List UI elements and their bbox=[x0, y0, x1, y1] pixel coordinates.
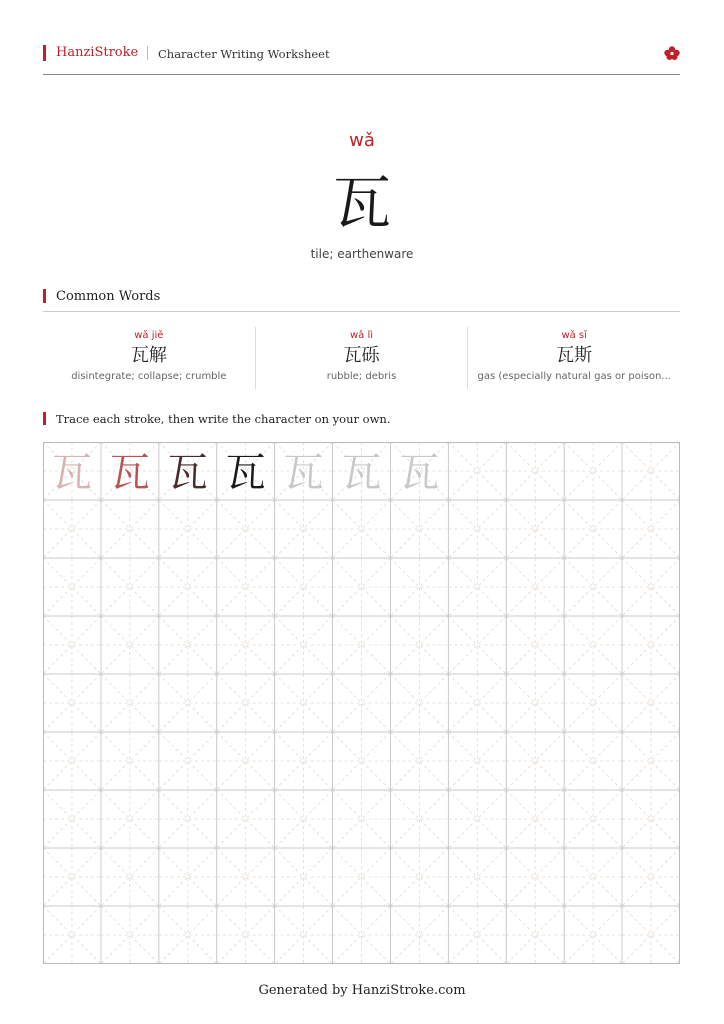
practice-cell[interactable] bbox=[43, 732, 101, 790]
practice-cell[interactable] bbox=[333, 848, 391, 906]
practice-cell[interactable] bbox=[275, 558, 333, 616]
word-meaning: rubble; debris bbox=[326, 371, 397, 382]
practice-cell[interactable] bbox=[43, 558, 101, 616]
word-meaning: gas (especially natural gas or poison... bbox=[477, 371, 671, 382]
practice-cell[interactable] bbox=[101, 674, 159, 732]
practice-cell[interactable] bbox=[564, 906, 622, 964]
practice-cell[interactable] bbox=[564, 558, 622, 616]
practice-cell[interactable] bbox=[448, 558, 506, 616]
practice-cell[interactable] bbox=[43, 616, 101, 674]
instruction-accent-bar bbox=[43, 412, 46, 425]
practice-cell[interactable] bbox=[275, 848, 333, 906]
common-words-heading bbox=[43, 288, 680, 312]
practice-cell[interactable] bbox=[275, 674, 333, 732]
practice-cell[interactable] bbox=[333, 500, 391, 558]
word-card bbox=[43, 327, 255, 389]
stroke-order-step: 瓦 bbox=[109, 450, 150, 496]
practice-cell[interactable] bbox=[506, 848, 564, 906]
practice-cell[interactable] bbox=[275, 906, 333, 964]
practice-cell[interactable] bbox=[159, 616, 217, 674]
practice-cell[interactable] bbox=[390, 790, 448, 848]
practice-cell[interactable] bbox=[101, 848, 159, 906]
practice-cell[interactable] bbox=[217, 906, 275, 964]
practice-cell[interactable] bbox=[333, 732, 391, 790]
word-card bbox=[255, 327, 468, 389]
practice-cell[interactable] bbox=[506, 732, 564, 790]
practice-cell[interactable] bbox=[390, 674, 448, 732]
word-card bbox=[467, 327, 680, 389]
trace-character: 瓦 bbox=[341, 450, 382, 496]
practice-cell[interactable] bbox=[275, 732, 333, 790]
practice-cell[interactable] bbox=[275, 500, 333, 558]
practice-cell[interactable] bbox=[506, 674, 564, 732]
practice-cell[interactable] bbox=[275, 790, 333, 848]
practice-cell[interactable] bbox=[564, 732, 622, 790]
practice-cell[interactable] bbox=[390, 848, 448, 906]
stroke-order-step: 瓦 bbox=[225, 450, 266, 496]
practice-cell[interactable] bbox=[159, 790, 217, 848]
header-separator bbox=[147, 46, 148, 60]
practice-cell[interactable] bbox=[159, 848, 217, 906]
practice-cell[interactable] bbox=[390, 558, 448, 616]
brand-name[interactable]: HanziStroke bbox=[56, 45, 139, 60]
practice-cell[interactable] bbox=[622, 732, 680, 790]
practice-cell[interactable] bbox=[622, 558, 680, 616]
practice-cell[interactable] bbox=[448, 616, 506, 674]
header-subtitle: Character Writing Worksheet bbox=[158, 47, 330, 61]
practice-cell[interactable] bbox=[101, 732, 159, 790]
practice-cell[interactable] bbox=[506, 616, 564, 674]
instruction-text: Trace each stroke, then write the character on your own. bbox=[56, 412, 391, 426]
practice-cell[interactable] bbox=[217, 732, 275, 790]
practice-cell[interactable] bbox=[448, 442, 506, 500]
word-pinyin: wǎ jiě bbox=[134, 330, 164, 341]
practice-cell[interactable] bbox=[448, 500, 506, 558]
practice-cell[interactable] bbox=[506, 500, 564, 558]
footer-credit: Generated by HanziStroke.com bbox=[258, 983, 466, 998]
practice-cell[interactable] bbox=[159, 500, 217, 558]
practice-cell[interactable] bbox=[448, 674, 506, 732]
practice-cell[interactable] bbox=[333, 558, 391, 616]
practice-cell[interactable] bbox=[101, 906, 159, 964]
character-pinyin: wǎ bbox=[349, 130, 375, 151]
practice-cell[interactable] bbox=[333, 674, 391, 732]
practice-cell[interactable] bbox=[333, 790, 391, 848]
practice-cell[interactable] bbox=[390, 500, 448, 558]
practice-cell[interactable] bbox=[43, 848, 101, 906]
character-meaning: tile; earthenware bbox=[310, 247, 414, 261]
practice-cell[interactable] bbox=[506, 790, 564, 848]
practice-cell[interactable] bbox=[43, 500, 101, 558]
practice-cell[interactable] bbox=[159, 732, 217, 790]
brand-accent-bar bbox=[43, 45, 46, 61]
practice-cell[interactable] bbox=[564, 790, 622, 848]
practice-cell[interactable] bbox=[622, 674, 680, 732]
stroke-order-step: 瓦 bbox=[167, 450, 208, 496]
practice-cell[interactable] bbox=[390, 906, 448, 964]
practice-cell[interactable] bbox=[43, 674, 101, 732]
practice-cell[interactable] bbox=[217, 558, 275, 616]
practice-grid[interactable] bbox=[43, 442, 680, 964]
stroke-order-step: 瓦 bbox=[51, 450, 92, 496]
practice-cell[interactable] bbox=[506, 442, 564, 500]
practice-cell[interactable] bbox=[506, 558, 564, 616]
practice-cell[interactable] bbox=[448, 790, 506, 848]
word-hanzi: 瓦砾 bbox=[343, 345, 380, 366]
common-words-list bbox=[43, 327, 680, 389]
practice-cell[interactable] bbox=[275, 616, 333, 674]
practice-cell[interactable] bbox=[448, 906, 506, 964]
trace-character: 瓦 bbox=[283, 450, 324, 496]
practice-cell[interactable] bbox=[101, 500, 159, 558]
plum-blossom-icon bbox=[664, 46, 680, 60]
word-pinyin: wǎ sī bbox=[561, 330, 587, 341]
practice-cell[interactable] bbox=[390, 732, 448, 790]
practice-cell[interactable] bbox=[448, 848, 506, 906]
practice-cell[interactable] bbox=[448, 732, 506, 790]
practice-cell[interactable] bbox=[159, 558, 217, 616]
practice-grid-area bbox=[43, 442, 680, 964]
practice-cell[interactable] bbox=[622, 790, 680, 848]
practice-cell[interactable] bbox=[217, 790, 275, 848]
practice-cell[interactable] bbox=[159, 674, 217, 732]
practice-cell[interactable] bbox=[333, 906, 391, 964]
practice-cell[interactable] bbox=[506, 906, 564, 964]
word-meaning: disintegrate; collapse; crumble bbox=[71, 371, 227, 382]
word-pinyin: wǎ lì bbox=[349, 330, 374, 341]
practice-cell[interactable] bbox=[217, 674, 275, 732]
practice-cell[interactable] bbox=[43, 906, 101, 964]
character-hanzi: 瓦 bbox=[332, 169, 391, 237]
practice-instruction bbox=[43, 411, 680, 427]
trace-character: 瓦 bbox=[399, 450, 440, 496]
common-words-title: Common Words bbox=[56, 289, 161, 304]
practice-cell[interactable] bbox=[217, 616, 275, 674]
word-hanzi: 瓦解 bbox=[130, 345, 167, 366]
practice-cell[interactable] bbox=[390, 616, 448, 674]
practice-cell[interactable] bbox=[101, 790, 159, 848]
practice-cell[interactable] bbox=[622, 500, 680, 558]
section-accent-bar bbox=[43, 289, 46, 303]
practice-cell[interactable] bbox=[622, 848, 680, 906]
practice-cell[interactable] bbox=[564, 674, 622, 732]
practice-cell[interactable] bbox=[564, 500, 622, 558]
practice-cell[interactable] bbox=[101, 616, 159, 674]
practice-cell[interactable] bbox=[564, 442, 622, 500]
practice-cell[interactable] bbox=[333, 616, 391, 674]
practice-cell[interactable] bbox=[564, 616, 622, 674]
practice-cell[interactable] bbox=[217, 500, 275, 558]
practice-cell[interactable] bbox=[622, 906, 680, 964]
word-hanzi: 瓦斯 bbox=[556, 345, 593, 366]
worksheet-header bbox=[43, 44, 680, 75]
practice-cell[interactable] bbox=[101, 558, 159, 616]
practice-cell[interactable] bbox=[564, 848, 622, 906]
practice-cell[interactable] bbox=[43, 790, 101, 848]
practice-cell[interactable] bbox=[217, 848, 275, 906]
practice-cell[interactable] bbox=[159, 906, 217, 964]
practice-cell[interactable] bbox=[622, 442, 680, 500]
practice-cell[interactable] bbox=[622, 616, 680, 674]
